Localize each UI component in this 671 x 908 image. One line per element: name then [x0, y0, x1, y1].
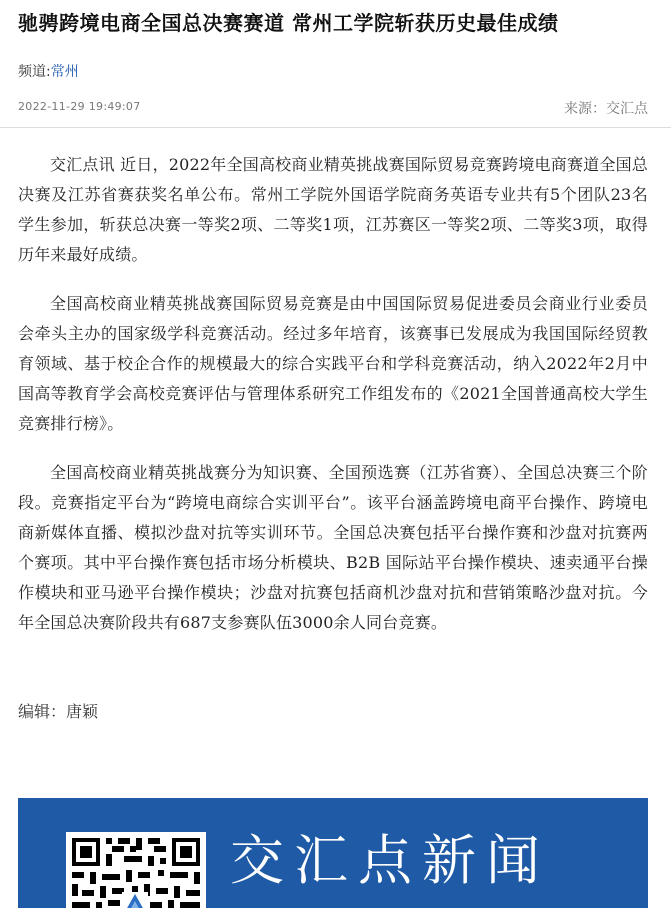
app-download-banner[interactable] [18, 798, 648, 908]
header-divider [0, 127, 671, 128]
editor-credit: 编辑：唐颖 [18, 702, 99, 721]
publish-time: 2022-11-29 19:49:07 [18, 100, 141, 113]
channel-link[interactable]: 常州 [50, 64, 79, 80]
article-paragraph-1: 交汇点讯 近日，2022年全国高校商业精英挑战赛国际贸易竞赛跨境电商赛道全国总决赛及江苏省赛获奖名单公布。常州工学院外国语学院商务英语专业共有5个团队23名学生参加，斩获总决赛一等奖2项、二等奖1项，江苏赛区一等奖2项、二等奖3项，取得历年来最好成绩。 [18, 155, 648, 264]
article-body [18, 150, 648, 657]
article-headline: 驰骋跨境电商全国总决赛赛道 常州工学院斩获历史最佳成绩 [18, 11, 559, 35]
article-meta [18, 97, 648, 119]
channel-label: 频道: [18, 64, 51, 80]
article-paragraph-3: 全国高校商业精英挑战赛分为知识赛、全国预选赛（江苏省赛）、全国总决赛三个阶段。竞赛指定平台为“跨境电商综合实训平台”。该平台涵盖跨境电商平台操作、跨境电商新媒体直播、模拟沙盘对抗等实训环节。全国总决赛包括平台操作赛和沙盘对抗赛两个赛项。其中平台操作赛包括市场分析模块、B2B 国际站平台操作模块、速卖通平台操作模块和亚马逊平台操作模块；沙盘对抗赛包括商机沙盘对抗和营销策略沙盘对抗。今年全国总决赛阶段共有687支参赛队伍3000余人同台竞赛。 [18, 463, 648, 632]
banner-brand-title: 交汇点新闻 [230, 829, 550, 892]
article-paragraph-2: 全国高校商业精英挑战赛国际贸易竞赛是由中国国际贸易促进委员会商业行业委员会牵头主办的国家级学科竞赛活动。经过多年培育，该赛事已发展成为我国国际经贸教育领域、基于校企合作的规模最大的综合实践平台和学科竞赛活动，纳入2022年2月中国高等教育学会高校竞赛评估与管理体系研究工作组发布的《2021全国普通高校大学生竞赛排行榜》。 [18, 294, 648, 433]
qr-code-icon [66, 832, 206, 908]
channel-line [18, 62, 79, 82]
article-source: 来源：交汇点 [564, 101, 648, 117]
